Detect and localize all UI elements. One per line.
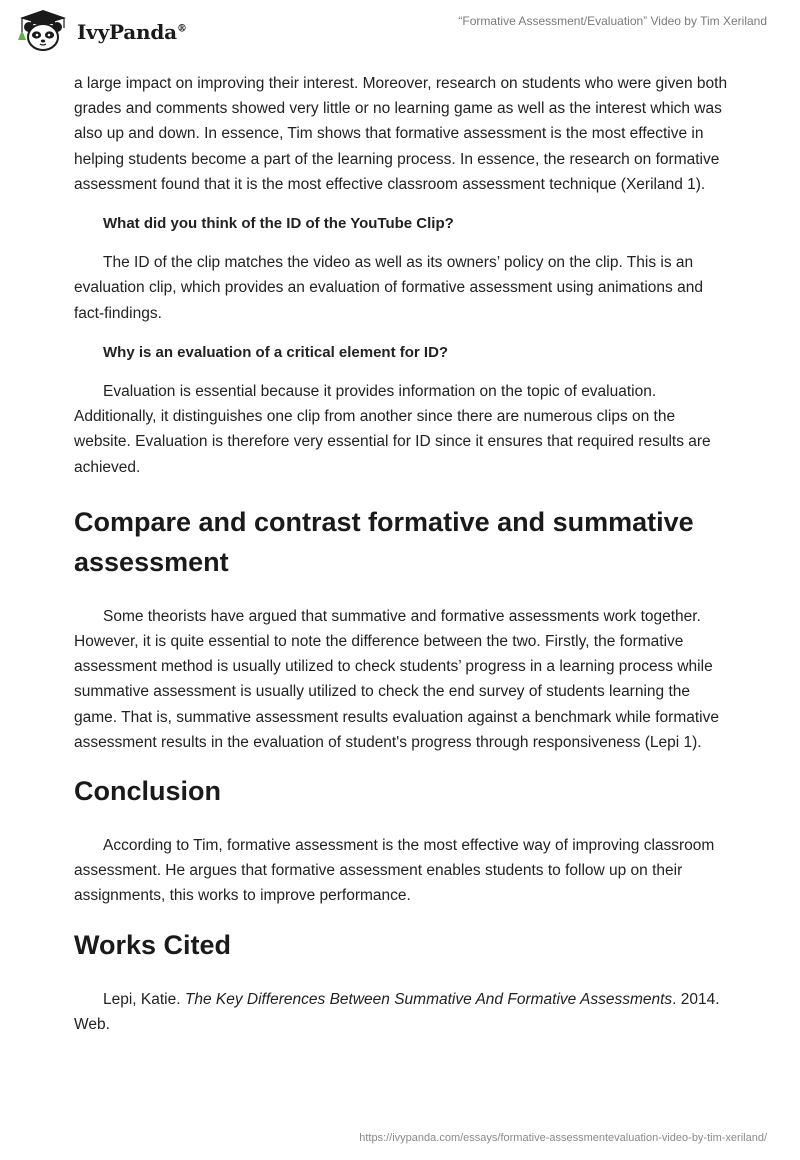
panda-mortarboard-icon <box>14 8 72 52</box>
paragraph-id-answer: The ID of the clip matches the video as well as its owners’ policy on the clip. This is an evaluation clip, which provides an evaluation of formative assessment using animations and fact-findings. <box>74 254 703 322</box>
page-header <box>0 0 800 60</box>
citation-entry: Lepi, Katie. The Key Differences Between Summative And Formative Assessments. 2014. Web. <box>74 990 720 1033</box>
section-heading-works-cited: Works Cited <box>74 929 232 960</box>
paragraph-compare: Some theorists have argued that summative and formative assessments work together. However, it is quite essential to note the difference between the two. Firstly, the formative assessment method is usually utilized to check students’ progress in a learning process while summative assessment is usually utilized to check the end survey of students learning the game. That is, summative assessment results evaluation against a benchmark while formative assessment results in the evaluation of student's progress through responsiveness (Lepi 1). <box>74 607 719 751</box>
paragraph-evaluation-answer: Evaluation is essential because it provides information on the topic of evaluation. Additionally, it distinguishes one clip from another since there are numerous clips on the website. Evaluation is therefore very essential for ID since it ensures that required results are achieved. <box>74 383 711 476</box>
question-heading-id: What did you think of the ID of the YouTube Clip? <box>103 215 454 233</box>
document-title: “Formative Assessment/Evaluation” Video by Tim Xeriland <box>458 14 767 28</box>
section-heading-compare: Compare and contrast formative and summative assessment <box>74 506 694 577</box>
source-url[interactable]: https://ivypanda.com/essays/formative-assessmentevaluation-video-by-tim-xeriland/ <box>359 1132 767 1144</box>
logo-text: IvyPanda® <box>77 20 187 44</box>
section-heading-conclusion: Conclusion <box>74 776 221 807</box>
paragraph-continued: a large impact on improving their interest. Moreover, research on students who were given both grades and comments showed very little or no learning game as well as the interest which was also up and down. In essence, Tim shows that formative assessment is the most effective in helping students become a part of the learning process. In essence, the research on formative assessment found that it is the most effective classroom assessment technique (Xeriland 1). <box>74 75 728 193</box>
essay-content <box>74 71 734 1037</box>
paragraph-conclusion: According to Tim, formative assessment is the most effective way of improving classroom assessment. He argues that formative assessment enables students to follow up on their assignments, this works to improve performance. <box>74 837 715 905</box>
citation-title: The Key Differences Between Summative And Formative Assessments <box>184 990 673 1008</box>
question-heading-evaluation: Why is an evaluation of a critical element for ID? <box>103 343 449 361</box>
ivypanda-logo[interactable] <box>14 8 187 52</box>
